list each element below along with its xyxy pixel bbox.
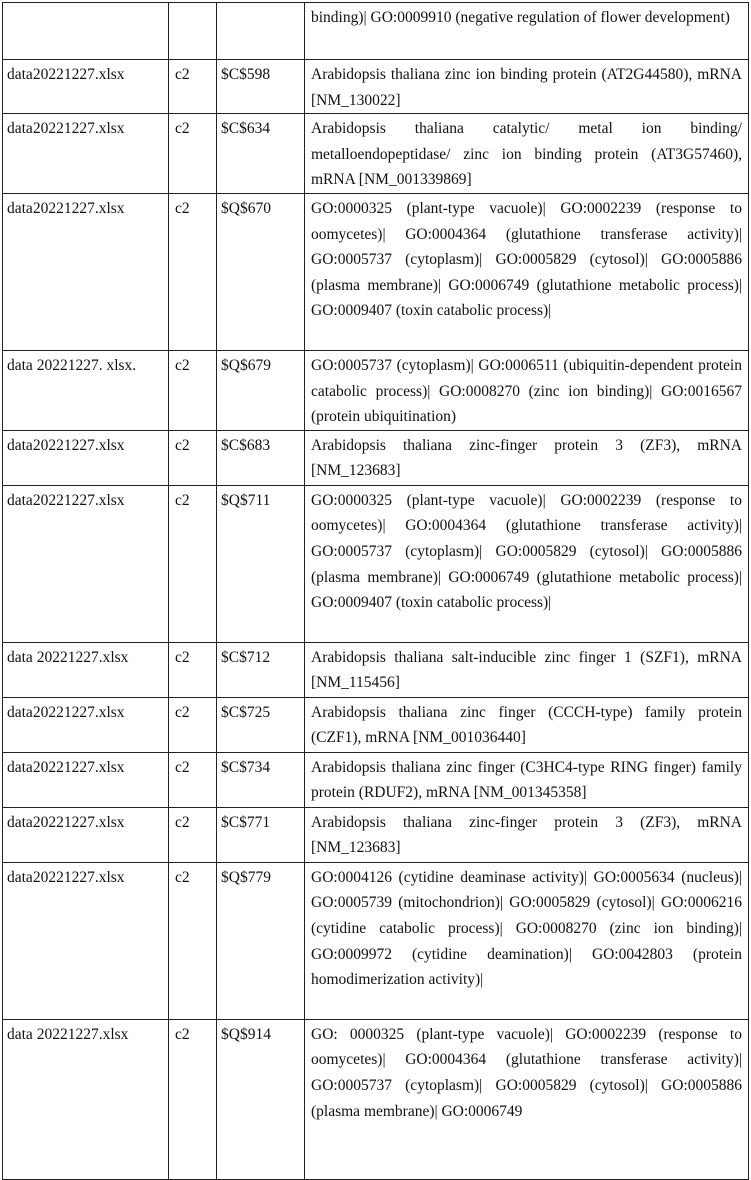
description-cell: GO:0000325 (plant-type vacuole)| GO:0002239 (response to oomycetes)| GO:0004364 (glutathione transferase activity)| GO:0005737 (cytoplasm)| GO:0005829 (cytosol)| GO:0005886 (plasma membrane)| GO:0006749 (glutathione metabolic process)| GO:0009407 (toxin catabolic process)| [305,485,749,642]
sheet-cell: c2 [169,752,217,807]
cell-ref-cell: $C$725 [217,697,305,752]
sheet-cell: c2 [169,642,217,697]
file-cell: data20221227.xlsx [3,697,169,752]
description-cell: Arabidopsis thaliana salt-inducible zinc finger 1 (SZF1), mRNA [NM_115456] [305,642,749,697]
sheet-cell: c2 [169,1019,217,1179]
cell-ref-cell [217,3,305,60]
table-row [3,697,749,752]
sheet-cell: c2 [169,807,217,862]
data-table [2,2,749,1180]
description-cell: GO:0005737 (cytoplasm)| GO:0006511 (ubiquitin-dependent protein catabolic process)| GO:0008270 (zinc ion binding)| GO:0016567 (protein ubiquitination) [305,350,749,430]
file-cell: data20221227.xlsx [3,485,169,642]
cell-ref-cell: $Q$711 [217,485,305,642]
cell-ref-cell: $C$771 [217,807,305,862]
sheet-cell: c2 [169,350,217,430]
table-row [3,430,749,485]
description-cell: GO:0000325 (plant-type vacuole)| GO:0002239 (response to oomycetes)| GO:0004364 (glutathione transferase activity)| GO:0005737 (cytoplasm)| GO:0005829 (cytosol)| GO:0005886 (plasma membrane)| GO:0006749 (glutathione metabolic process)| GO:0009407 (toxin catabolic process)| [305,193,749,350]
file-cell: data 20221227.xlsx [3,642,169,697]
file-cell: data 20221227.xlsx [3,1019,169,1179]
file-cell: data20221227.xlsx [3,193,169,350]
description-cell: binding)| GO:0009910 (negative regulation of flower development) [305,3,749,60]
table-row [3,642,749,697]
sheet-cell: c2 [169,862,217,1019]
sheet-cell: c2 [169,60,217,114]
cell-ref-cell: $C$734 [217,752,305,807]
table-row [3,114,749,194]
description-cell: Arabidopsis thaliana catalytic/ metal ion binding/ metalloendopeptidase/ zinc ion binding protein (AT3G57460), mRNA [NM_001339869] [305,114,749,194]
description-cell: Arabidopsis thaliana zinc finger (CCCH-type) family protein (CZF1), mRNA [NM_001036440] [305,697,749,752]
cell-ref-cell: $C$683 [217,430,305,485]
cell-ref-cell: $Q$670 [217,193,305,350]
cell-ref-cell: $C$598 [217,60,305,114]
table-row [3,485,749,642]
cell-ref-cell: $Q$779 [217,862,305,1019]
file-cell: data20221227.xlsx [3,114,169,194]
description-cell: Arabidopsis thaliana zinc ion binding protein (AT2G44580), mRNA [NM_130022] [305,60,749,114]
table-row [3,752,749,807]
cell-ref-cell: $Q$679 [217,350,305,430]
table-row [3,807,749,862]
table-row [3,193,749,350]
description-cell: GO:0004126 (cytidine deaminase activity)| GO:0005634 (nucleus)| GO:0005739 (mitochondrion)| GO:0005829 (cytosol)| GO:0006216 (cytidine catabolic process)| GO:0008270 (zinc ion binding)| GO:0009972 (cytidine deamination)| GO:0042803 (protein homodimerization activity)| [305,862,749,1019]
table-row [3,60,749,114]
cell-ref-cell: $C$712 [217,642,305,697]
sheet-cell: c2 [169,697,217,752]
file-cell: data20221227.xlsx [3,752,169,807]
sheet-cell: c2 [169,193,217,350]
sheet-cell: c2 [169,485,217,642]
file-cell: data20221227.xlsx [3,807,169,862]
description-cell: GO: 0000325 (plant-type vacuole)| GO:0002239 (response to oomycetes)| GO:0004364 (glutathione transferase activity)| GO:0005737 (cytoplasm)| GO:0005829 (cytosol)| GO:0005886 (plasma membrane)| GO:0006749 [305,1019,749,1179]
description-cell: Arabidopsis thaliana zinc-finger protein 3 (ZF3), mRNA [NM_123683] [305,807,749,862]
table-row [3,1019,749,1179]
file-cell: data20221227.xlsx [3,60,169,114]
file-cell [3,3,169,60]
sheet-cell: c2 [169,430,217,485]
description-cell: Arabidopsis thaliana zinc finger (C3HC4-type RING finger) family protein (RDUF2), mRNA [NM_001345358] [305,752,749,807]
table-row [3,3,749,60]
table-body [3,3,749,1180]
file-cell: data20221227.xlsx [3,862,169,1019]
sheet-cell [169,3,217,60]
cell-ref-cell: $C$634 [217,114,305,194]
sheet-cell: c2 [169,114,217,194]
table-row [3,862,749,1019]
description-cell: Arabidopsis thaliana zinc-finger protein 3 (ZF3), mRNA [NM_123683] [305,430,749,485]
table-row [3,350,749,430]
file-cell: data 20221227. xlsx. [3,350,169,430]
file-cell: data20221227.xlsx [3,430,169,485]
cell-ref-cell: $Q$914 [217,1019,305,1179]
